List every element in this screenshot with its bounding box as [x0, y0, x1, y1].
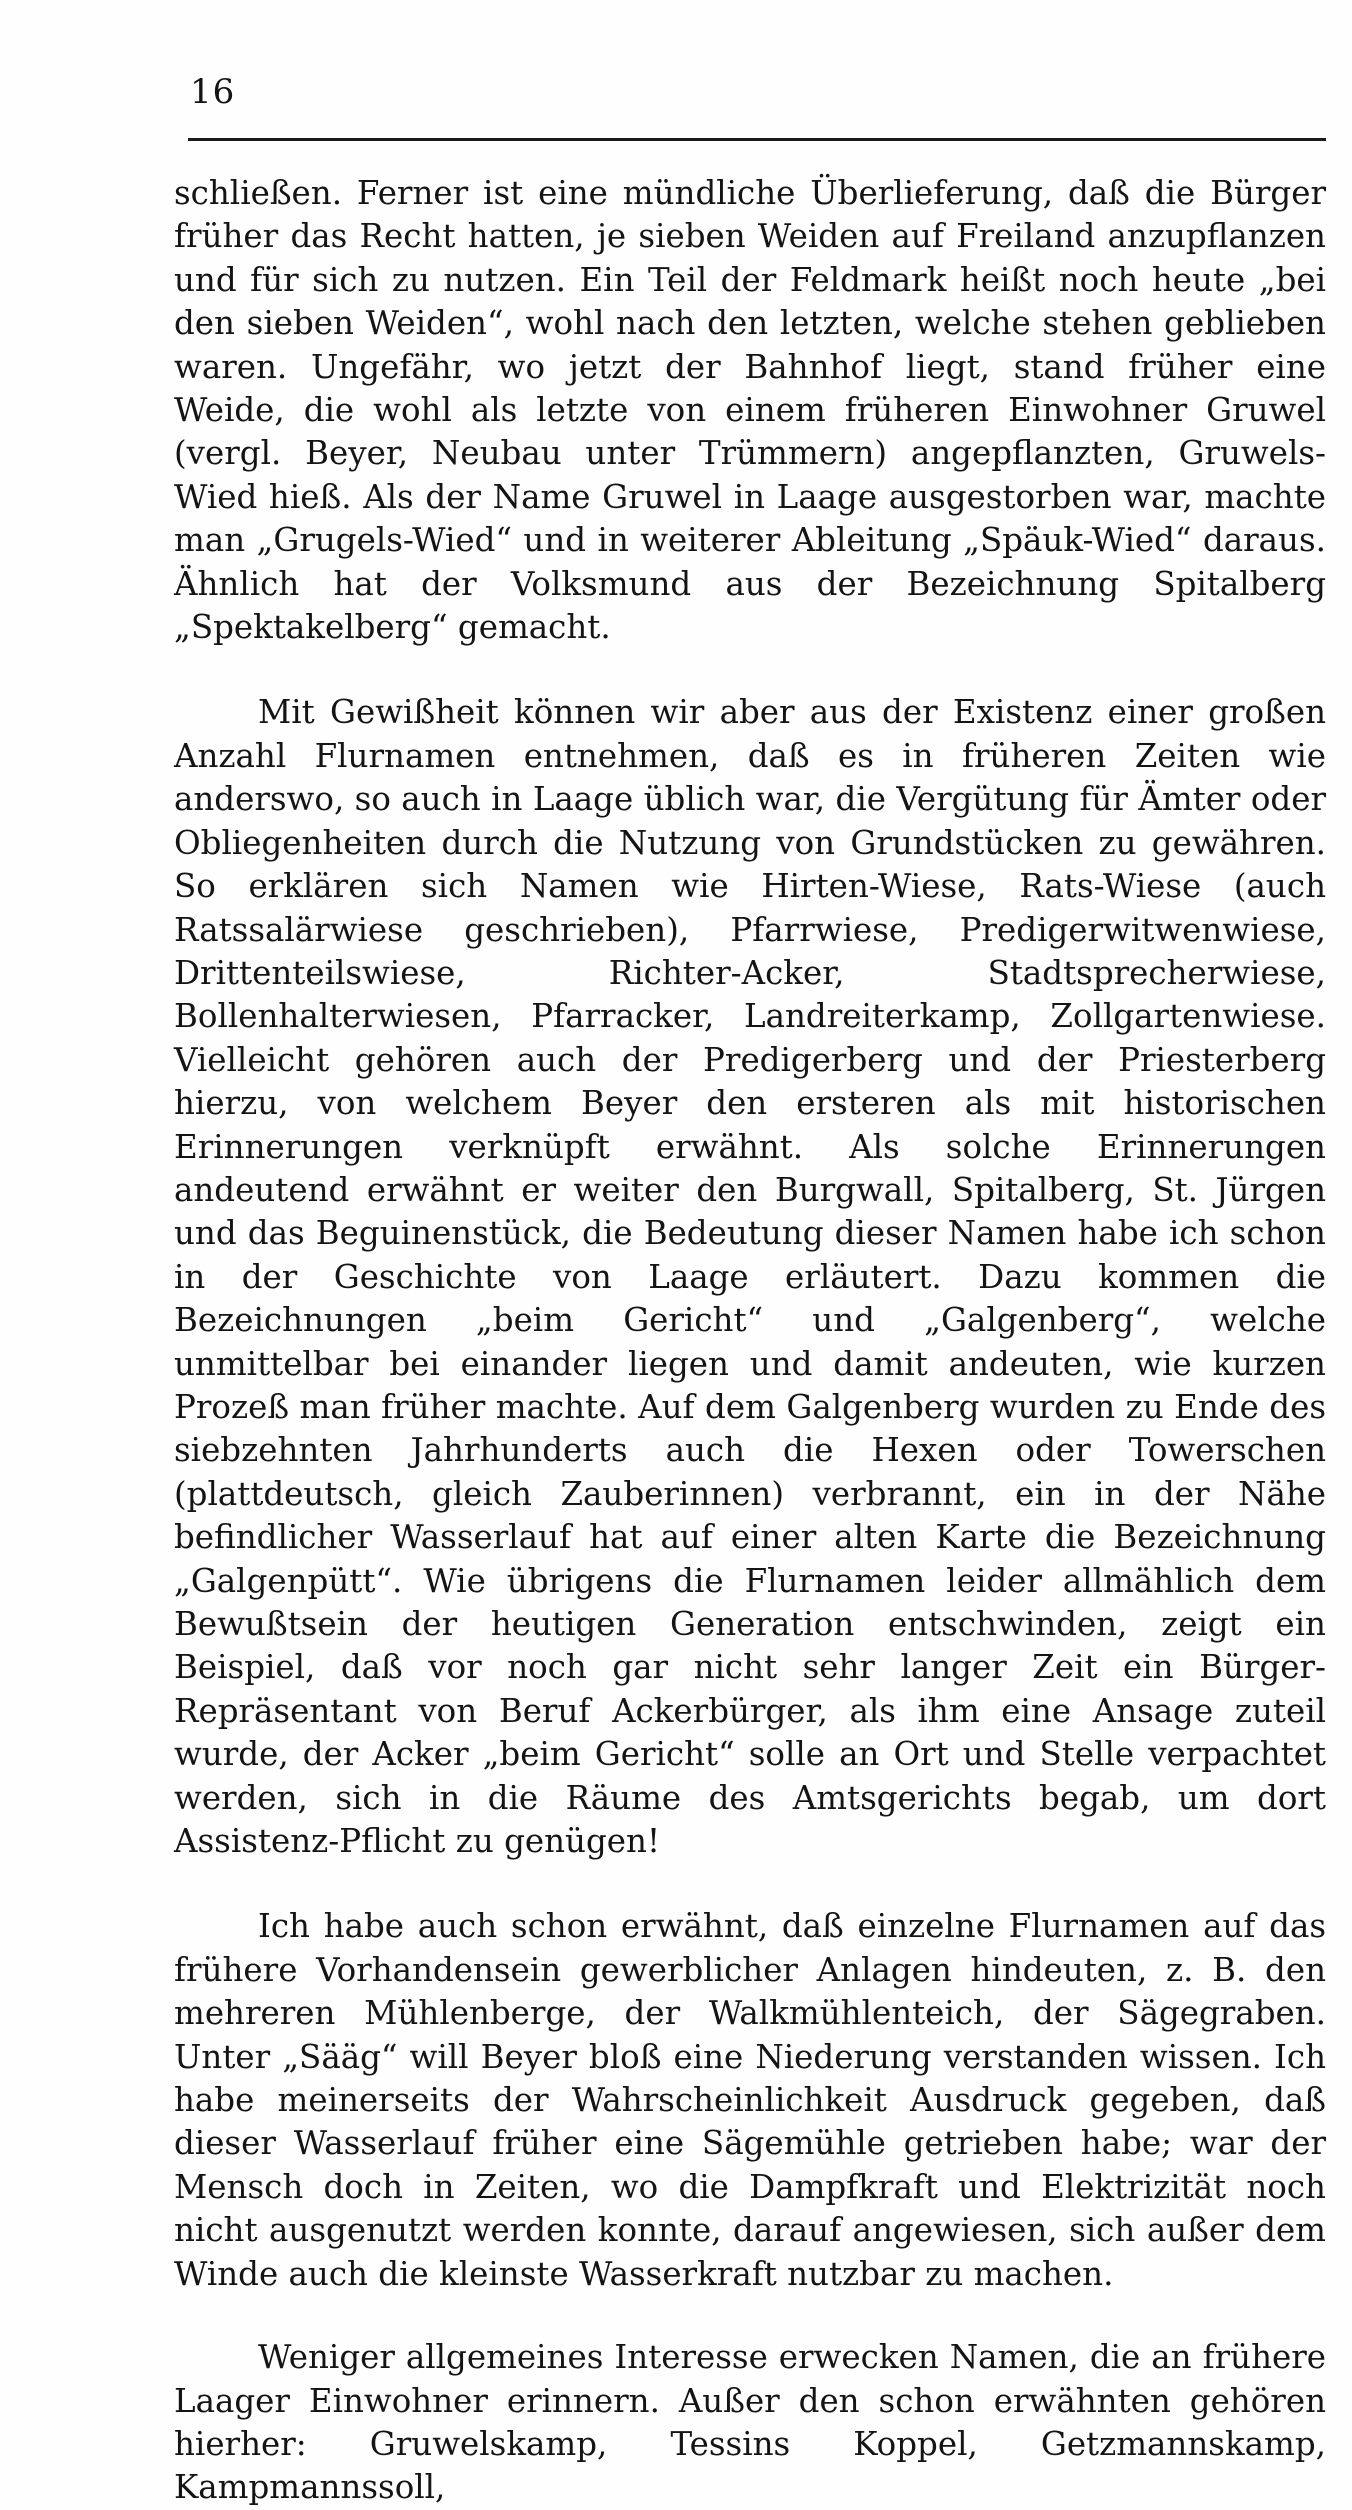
page-number: 16: [190, 72, 236, 112]
header-rule: [188, 138, 1326, 141]
body-text: [174, 172, 1326, 2510]
paragraph: Weniger allgemeines Interesse erwecken Namen, die an frühere Laager Einwohner erinnern. Außer den schon erwähnten gehören hierher: Gruwelskamp, Tessins Koppel, Getzmannskamp, Kampmannssoll,: [174, 2338, 1326, 2507]
paragraph: Mit Gewißheit können wir aber aus der Existenz einer großen Anzahl Flurnamen entnehmen, daß es in früheren Zeiten wie anderswo, so auch in Laage üblich war, die Vergütung für Ämter oder Obliegenheiten durch die Nutzung von Grundstücken zu gewähren. So erklären sich Namen wie Hirten-Wiese, Rats-Wiese (auch Ratssalärwiese geschrieben), Pfarrwiese, Predigerwitwenwiese, Drittenteilswiese, Richter-Acker, Stadtsprecherwiese, Bollenhalterwiesen, Pfarracker, Landreiterkamp, Zollgartenwiese. Vielleicht gehören auch der Predigerberg und der Priesterberg hierzu, von welchem Beyer den ersteren als mit historischen Erinnerungen verknüpft erwähnt. Als solche Erinnerungen andeutend erwähnt er weiter den Burgwall, Spitalberg, St. Jürgen und das Beguinenstück, die Bedeutung dieser Namen habe ich schon in der Geschichte von Laage erläutert. Dazu kommen die Bezeichnungen „beim Gericht“ und „Galgenberg“, welche unmittelbar bei einander liegen und damit andeuten, wie kurzen Prozeß man früher machte. Auf dem Galgenberg wurden zu Ende des siebzehnten Jahrhunderts auch die Hexen oder Towerschen (plattdeutsch, gleich Zauberinnen) verbrannt, ein in der Nähe befindlicher Wasserlauf hat auf einer alten Karte die Bezeichnung „Galgenpütt“. Wie übrigens die Flurnamen leider allmählich dem Bewußtsein der heutigen Generation entschwinden, zeigt ein Beispiel, daß vor noch gar nicht sehr langer Zeit ein Bürger-Repräsentant von Beruf Ackerbürger, als ihm eine Ansage zuteil wurde, der Acker „beim Gericht“ solle an Ort und Stelle verpachtet werden, sich in die Räume des Amtsgerichts begab, um dort Assistenz-Pflicht zu genügen!: [174, 693, 1326, 1861]
paragraph: Ich habe auch schon erwähnt, daß einzelne Flurnamen auf das frühere Vorhandensein gewerblicher Anlagen hindeuten, z. B. den mehreren Mühlenberge, der Walkmühlenteich, der Sägegraben. Unter „Sääg“ will Beyer bloß eine Niederung verstanden wissen. Ich habe meinerseits der Wahrscheinlichkeit Ausdruck gegeben, daß dieser Wasserlauf früher eine Sägemühle getrieben habe; war der Mensch doch in Zeiten, wo die Dampfkraft und Elektrizität noch nicht ausgenutzt werden konnte, darauf angewiesen, sich außer dem Winde auch die kleinste Wasserkraft nutzbar zu machen.: [174, 1907, 1326, 2293]
paragraph: schließen. Ferner ist eine mündliche Überlieferung, daß die Bürger früher das Recht hatten, je sieben Weiden auf Freiland anzupflanzen und für sich zu nutzen. Ein Teil der Feldmark heißt noch heute „bei den sieben Weiden“, wohl nach den letzten, welche stehen geblieben waren. Ungefähr, wo jetzt der Bahnhof liegt, stand früher eine Weide, die wohl als letzte von einem früheren Einwohner Gruwel (vergl. Beyer, Neubau unter Trümmern) angepflanzten, Gruwels-Wied hieß. Als der Name Gruwel in Laage ausgestorben war, machte man „Grugels-Wied“ und in weiterer Ableitung „Späuk-Wied“ daraus. Ähnlich hat der Volksmund aus der Bezeichnung Spitalberg „Spektakelberg“ gemacht.: [174, 174, 1326, 647]
